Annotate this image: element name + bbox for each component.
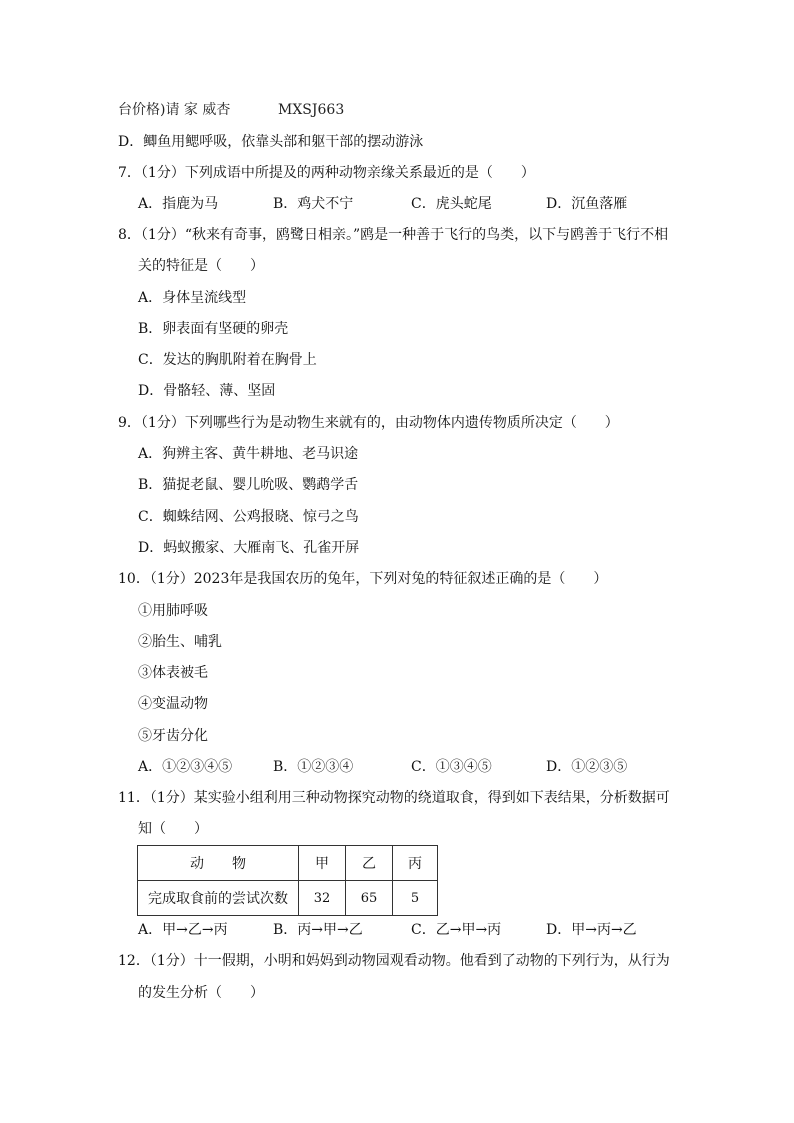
q11-stem-line2: 知（ ） [138,821,208,837]
q11-stem-line1: 11．（1分）某实验小组利用三种动物探究动物的绕道取食，得到如下表结果，分析数据可 [118,790,670,806]
q11-option-a: A．甲→乙→丙 [138,922,228,938]
q10-item-4: ④变温动物 [138,696,208,712]
q9-option-c: C．蜘蛛结网、公鸡报晓、惊弓之鸟 [138,509,359,525]
q8-stem-line1: 8．（1分）“秋来有奇事，鸥鹭日相亲。”鸥是一种善于飞行的鸟类，以下与鸥善于飞行不相 [118,227,669,243]
q9-stem: 9．（1分）下列哪些行为是动物生来就有的，由动物体内遗传物质所决定（ ） [118,415,619,431]
q10-item-2: ②胎生、哺乳 [138,634,222,650]
table-header-cell: 乙 [346,846,393,881]
q10-item-5: ⑤牙齿分化 [138,728,208,744]
table-cell: 完成取食前的尝试次数 [138,881,299,916]
q11-option-b: B．丙→甲→乙 [273,922,363,938]
table-row [138,881,438,916]
q7-option-d: D．沉鱼落雁 [546,196,628,212]
q9-option-a: A．狗辨主客、黄牛耕地、老马识途 [138,446,359,462]
q10-option-c: C．①③④⑤ [411,759,492,775]
q9-option-d: D．蚂蚁搬家、大雁南飞、孔雀开屏 [138,540,360,556]
q10-option-d: D．①②③⑤ [546,759,628,775]
q8-option-a: A．身体呈流线型 [138,290,247,306]
q8-option-d: D．骨骼轻、薄、坚固 [138,383,276,399]
header-code: MXSJ663 [278,102,345,118]
q10-stem: 10．（1分）2023年是我国农历的兔年，下列对兔的特征叙述正确的是（ ） [118,571,608,587]
q10-option-a: A．①②③④⑤ [138,759,233,775]
q7-option-b: B．鸡犬不宁 [273,196,354,212]
q9-option-b: B．猫捉老鼠、婴儿吮吸、鹦鹉学舌 [138,477,359,493]
table-header-cell: 甲 [299,846,346,881]
table-cell: 32 [299,881,346,916]
table-header-cell: 丙 [393,846,438,881]
q10-item-1: ①用肺呼吸 [138,603,208,619]
q12-stem-line2: 的发生分析（ ） [138,985,264,1001]
q11-option-d: D．甲→丙→乙 [546,922,637,938]
q11-results-table [137,845,438,916]
q10-item-3: ③体表被毛 [138,665,208,681]
table-cell: 65 [346,881,393,916]
q7-option-c: C．虎头蛇尾 [411,196,492,212]
table-cell: 5 [393,881,438,916]
q6-option-d: D．鲫鱼用鳃呼吸，依靠头部和躯干部的摆动游泳 [118,134,424,150]
q8-stem-line2: 关的特征是（ ） [138,258,264,274]
q8-option-c: C．发达的胸肌附着在胸骨上 [138,352,317,368]
q12-stem-line1: 12．（1分）十一假期，小明和妈妈到动物园观看动物。他看到了动物的下列行为，从行为 [118,953,670,969]
header-prefix: 台价格)请 家 威杏 [118,102,231,118]
table-header-row [138,846,438,881]
q10-option-b: B．①②③④ [273,759,354,775]
q7-stem: 7．（1分）下列成语中所提及的两种动物亲缘关系最近的是（ ） [118,165,535,181]
q8-option-b: B．卵表面有坚硬的卵壳 [138,321,289,337]
q11-option-c: C．乙→甲→丙 [411,922,502,938]
q7-option-a: A．指鹿为马 [138,196,219,212]
table-header-cell: 动 物 [138,846,299,881]
